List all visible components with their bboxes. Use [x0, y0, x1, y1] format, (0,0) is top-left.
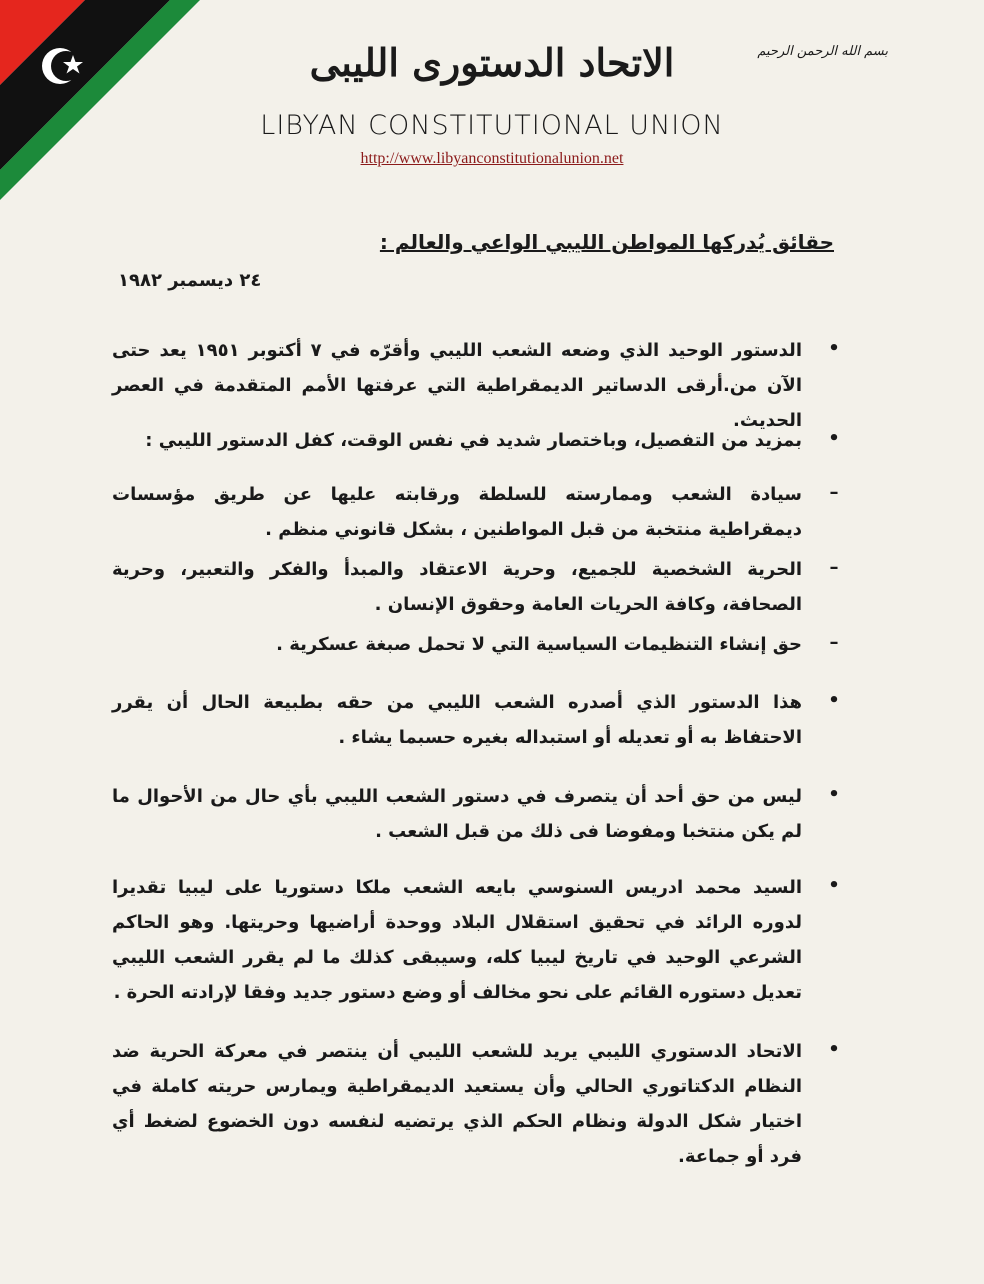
paragraph-no-authority: ليس من حق أحد أن يتصرف في دستور الشعب الليبي بأي حال من الأحوال ما لم يكن منتخبا ومفوضا فى ذلك من قبل الشعب . — [112, 786, 802, 842]
paragraph-constitution-1951: الدستور الوحيد الذي وضعه الشعب الليبي وأقرّه في ٧ أكتوبر ١٩٥١ يعد حتى الآن من.أرقى الدساتير الديمقراطية التي عرفتها الأمم المتقدمة في العصر الحديث. — [112, 340, 802, 431]
organization-title-arabic: الاتحاد الدستورى الليبى — [309, 40, 675, 85]
flag-stripes-icon — [0, 0, 200, 200]
paragraph-constitution-guarantees: بمزيد من التفصيل، وباختصار شديد في نفس الوقت، كفل الدستور الليبي : — [145, 430, 802, 451]
dash-icon: – — [829, 482, 839, 503]
list-item-personal-freedom: الحرية الشخصية للجميع، وحرية الاعتقاد والمبدأ والفكر والتعبير، وحرية الصحافة، وكافة الحريات العامة وحقوق الإنسان . — [112, 559, 802, 615]
dash-icon: – — [829, 557, 839, 578]
list-item-political-organizations: حق إنشاء التنظيمات السياسية التي لا تحمل صبغة عسكرية . — [276, 634, 802, 655]
document-date: ٢٤ ديسمبر ١٩٨٢ — [118, 270, 262, 291]
bullet-icon: • — [828, 1039, 840, 1060]
bullet-icon: • — [828, 690, 840, 711]
dash-icon: – — [829, 632, 839, 653]
paragraph-king-idris: السيد محمد ادريس السنوسي بايعه الشعب ملكا دستوريا على ليبيا تقديرا لدوره الرائد في تحقيق استقلال البلاد ووحدة أراضيها وحريتها. وهو الحاكم الشرعي الوحيد في تاريخ ليبيا كله، وسيبقى كذلك ما لم يقرر الشعب الليبي تعديل دستوره القائم على نحو مخالف أو وضع دستور جديد وفقا لإرادته الحرة . — [112, 877, 802, 1003]
bullet-icon: • — [828, 784, 840, 805]
libyan-flag-emblem — [0, 0, 200, 200]
basmala: بسم الله الرحمن الرحيم — [757, 44, 888, 59]
bullet-icon: • — [828, 875, 840, 896]
organization-title-english: LIBYAN CONSTITUTIONAL UNION — [260, 110, 724, 141]
list-item-people-sovereignty: سيادة الشعب وممارسته للسلطة ورقابته عليها عن طريق مؤسسات ديمقراطية منتخبة من قبل المواطنين ، بشكل قانوني منظم . — [112, 484, 802, 540]
document-heading: حقائق يُدركها المواطن الليبي الواعي والعالم : — [379, 230, 834, 254]
paragraph-right-to-amend: هذا الدستور الذي أصدره الشعب الليبي من حقه بطبيعة الحال أن يقرر الاحتفاظ به أو تعديله أو استبداله بغيره حسبما يشاء . — [112, 692, 802, 748]
bullet-icon: • — [828, 428, 840, 449]
website-link[interactable]: http://www.libyanconstitutionalunion.net — [360, 150, 624, 167]
bullet-icon: • — [828, 338, 840, 359]
paragraph-union-goals: الاتحاد الدستوري الليبي يريد للشعب الليبي أن ينتصر في معركة الحرية ضد النظام الدكتاتوري الحالي وأن يستعيد الديمقراطية ويمارس حريته كاملة في اختيار شكل الدولة ونظام الحكم الذي يرتضيه لنفسه دون الخضوع لضغط أي فرد أو جماعة. — [112, 1041, 802, 1167]
